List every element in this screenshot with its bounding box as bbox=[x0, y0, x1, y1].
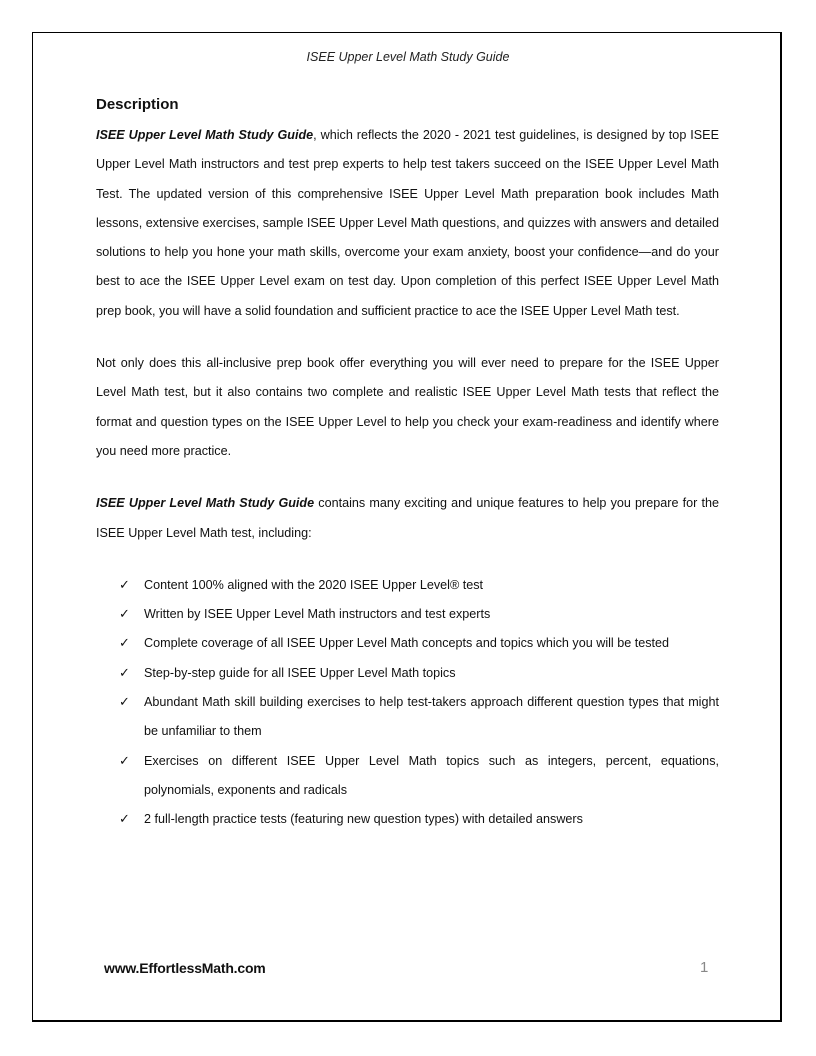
description-paragraph-2 bbox=[96, 349, 719, 466]
feature-item bbox=[96, 688, 719, 747]
footer-website-url: www.EffortlessMath.com bbox=[104, 960, 266, 976]
paragraph-text: Not only does this all-inclusive prep book offer everything you will ever need to prepare for the ISEE Upper Level Math test, but it also contains two complete and realistic ISEE Upper Level Math tests that reflect the format and question types on the ISEE Upper Level to help you check your exam-readiness and identify where you need more practice. bbox=[96, 356, 719, 458]
description-paragraph-3 bbox=[96, 489, 719, 548]
feature-text: Complete coverage of all ISEE Upper Level Math concepts and topics which you will be tested bbox=[144, 636, 670, 651]
description-paragraph-1 bbox=[96, 121, 719, 326]
checkmark-icon: ✓ bbox=[119, 695, 130, 711]
checkmark-icon: ✓ bbox=[119, 636, 130, 652]
book-title-emphasis: ISEE Upper Level Math Study Guide bbox=[96, 496, 315, 511]
checkmark-icon: ✓ bbox=[119, 607, 130, 623]
feature-item bbox=[96, 600, 719, 629]
feature-text: 2 full-length practice tests (featuring new question types) with detailed answers bbox=[144, 812, 583, 827]
page-number: 1 bbox=[700, 959, 709, 976]
section-title: Description bbox=[96, 96, 179, 113]
paragraph-text: contains many exciting and unique features to help you prepare for the ISEE Upper Level Math test, including: bbox=[96, 496, 719, 540]
feature-item bbox=[96, 805, 719, 834]
feature-item bbox=[96, 571, 719, 600]
checkmark-icon: ✓ bbox=[119, 577, 130, 593]
feature-text: Content 100% aligned with the 2020 ISEE Upper Level® test bbox=[144, 577, 484, 592]
paragraph-text: , which reflects the 2020 - 2021 test guidelines, is designed by top ISEE Upper Level Math instructors and test prep experts to help test takers succeed on the ISEE Upper Level Math Test. The updated version of this comprehensive ISEE Upper Level Math preparation book includes Math lessons, extensive exercises, sample ISEE Upper Level Math questions, and quizzes with answers and detailed solutions to help you hone your math skills, overcome your exam anxiety, boost your confidence—and do your best to ace the ISEE Upper Level exam on test day. Upon completion of this perfect ISEE Upper Level Math prep book, you will have a solid foundation and sufficient practice to ace the ISEE Upper Level Math test. bbox=[96, 128, 719, 318]
checkmark-icon: ✓ bbox=[119, 753, 130, 769]
checkmark-icon: ✓ bbox=[119, 665, 130, 681]
checkmark-icon: ✓ bbox=[119, 812, 130, 828]
feature-item bbox=[96, 747, 719, 806]
feature-item bbox=[96, 659, 719, 688]
running-header: ISEE Upper Level Math Study Guide bbox=[306, 50, 510, 64]
book-title-emphasis: ISEE Upper Level Math Study Guide bbox=[96, 128, 314, 142]
feature-text: Written by ISEE Upper Level Math instructors and test experts bbox=[144, 607, 491, 622]
feature-item bbox=[96, 629, 719, 658]
feature-text: Step-by-step guide for all ISEE Upper Level Math topics bbox=[144, 665, 456, 680]
features-list bbox=[96, 571, 719, 835]
feature-text: Abundant Math skill building exercises to help test-takers approach different question types that might be unfamiliar to them bbox=[144, 695, 719, 739]
page-content bbox=[96, 96, 719, 835]
feature-text: Exercises on different ISEE Upper Level Math topics such as integers, percent, equations, polynomials, exponents and radicals bbox=[144, 753, 719, 797]
